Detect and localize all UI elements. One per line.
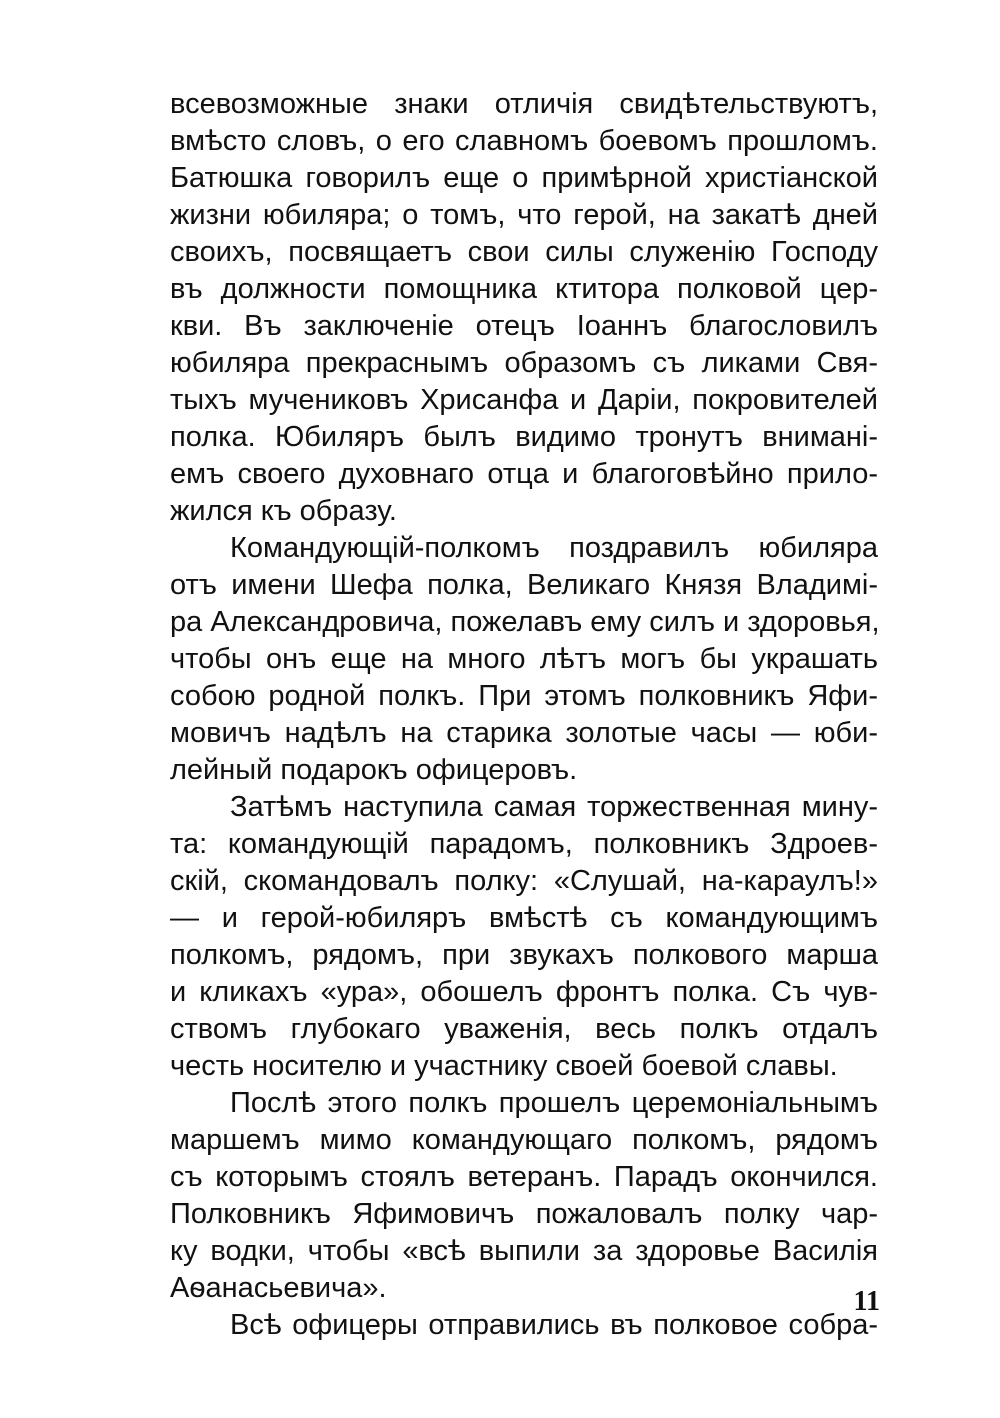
text-line: ра Александровича, пожелавъ ему силъ и здоровья, bbox=[170, 606, 880, 638]
text-line: Всѣ офицеры отправились въ полковое собра- bbox=[230, 1309, 878, 1341]
text-line: — и герой-юбиляръ вмѣстѣ съ командующимъ bbox=[170, 902, 878, 934]
text-line: Командующій-полкомъ поздравилъ юбиляра bbox=[230, 532, 878, 564]
text-line: и кликахъ «ура», обошелъ фронтъ полка. Съ чув- bbox=[170, 976, 878, 1008]
text-line: жизни юбиляра; о томъ, что герой, на закатѣ дней bbox=[170, 199, 878, 231]
text-line: всевозможные знаки отличія свидѣтельствуютъ, bbox=[170, 88, 878, 120]
text-line: мовичъ надѣлъ на старика золотые часы — юби- bbox=[170, 717, 878, 749]
page-number: 11 bbox=[853, 1286, 880, 1317]
text-line: Затѣмъ наступила самая торжественная мину- bbox=[230, 791, 878, 823]
text-line: полка. Юбиляръ былъ видимо тронутъ внимані- bbox=[170, 421, 878, 453]
text-line: отъ имени Шефа полка, Великаго Князя Владимі- bbox=[170, 569, 878, 601]
text-line: тыхъ мучениковъ Хрисанфа и Даріи, покровителей bbox=[170, 384, 878, 416]
text-line: съ которымъ стоялъ ветеранъ. Парадъ окончился. bbox=[170, 1161, 878, 1193]
text-line: кви. Въ заключеніе отецъ Іоаннъ благословилъ bbox=[170, 310, 878, 342]
text-line: Полковникъ Яфимовичъ пожаловалъ полку чар- bbox=[170, 1198, 878, 1230]
text-line: честь носителю и участнику своей боевой славы. bbox=[170, 1050, 838, 1082]
text-line: емъ своего духовнаго отца и благоговѣйно прило- bbox=[170, 458, 878, 490]
text-line: въ должности помощника ктитора полковой цер- bbox=[170, 273, 878, 305]
text-line: юбиляра прекраснымъ образомъ съ ликами Свя- bbox=[170, 347, 878, 379]
text-line: ствомъ глубокаго уваженія, весь полкъ отдалъ bbox=[170, 1013, 878, 1045]
text-line: маршемъ мимо командующаго полкомъ, рядомъ bbox=[170, 1124, 878, 1156]
text-line: лейный подарокъ офицеровъ. bbox=[170, 754, 578, 786]
body-text bbox=[170, 86, 878, 1344]
text-line: жился къ образу. bbox=[170, 495, 397, 527]
text-line: собою родной полкъ. При этомъ полковникъ Яфи- bbox=[170, 680, 878, 712]
text-line: та: командующій парадомъ, полковникъ Здроев- bbox=[170, 828, 878, 860]
text-line: Послѣ этого полкъ прошелъ церемоніальнымъ bbox=[230, 1087, 878, 1119]
text-line: скій, скомандовалъ полку: «Слушай, на-караулъ!» bbox=[170, 865, 878, 897]
text-line: своихъ, посвящаетъ свои силы служенію Господу bbox=[170, 236, 878, 268]
text-line: чтобы онъ еще на много лѣтъ могъ бы украшать bbox=[170, 643, 878, 675]
text-line: ку водки, чтобы «всѣ выпили за здоровье Василія bbox=[170, 1235, 878, 1267]
text-line: Батюшка говорилъ еще о примѣрной христіанской bbox=[170, 162, 878, 194]
text-line: вмѣсто словъ, о его славномъ боевомъ прошломъ. bbox=[170, 125, 878, 157]
text-line: Аѳанасьевича». bbox=[170, 1272, 387, 1304]
text-line: полкомъ, рядомъ, при звукахъ полкового марша bbox=[170, 939, 878, 971]
